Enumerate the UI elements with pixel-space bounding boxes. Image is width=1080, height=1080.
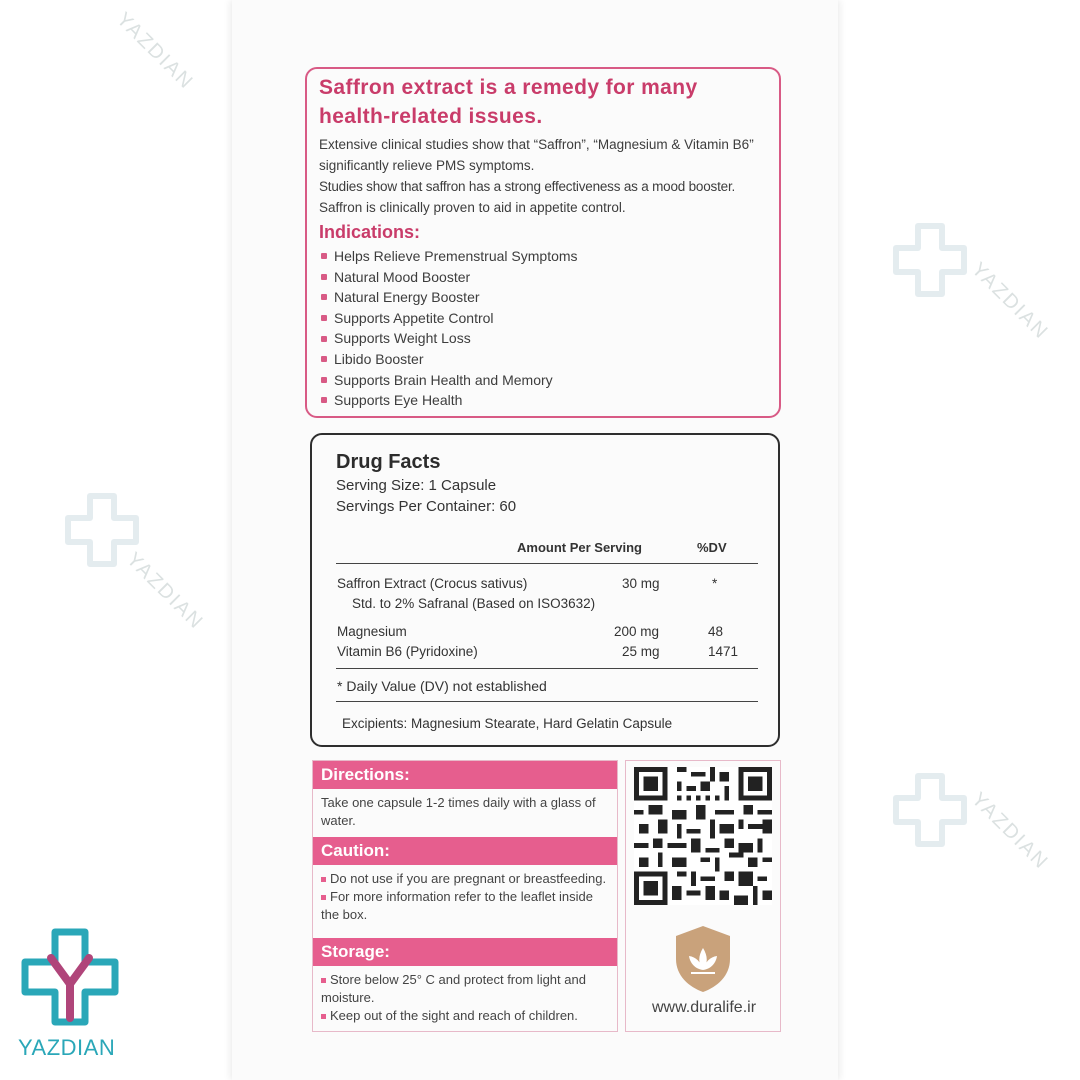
directions-header: Directions: xyxy=(313,761,617,789)
indication-item: Supports Eye Health xyxy=(319,390,767,411)
bullet-icon xyxy=(321,1014,326,1019)
indications-title: Indications: xyxy=(319,222,421,242)
divider xyxy=(336,563,758,564)
dv-header: %DV xyxy=(697,540,727,555)
bullet-icon xyxy=(321,336,327,342)
indication-item: Libido Booster xyxy=(319,349,767,370)
facts-row-dv: 1471 xyxy=(708,644,739,659)
footnote: * Daily Value (DV) not established xyxy=(337,678,547,694)
facts-row-name: Saffron Extract (Crocus sativus) xyxy=(337,576,528,591)
watermark-logo-icon xyxy=(888,768,972,852)
saffron-paragraph: Extensive clinical studies show that “Saffron”, “Magnesium & Vitamin B6” significantly relieve PMS symptoms. xyxy=(319,137,754,173)
indication-item: Supports Weight Loss xyxy=(319,328,767,349)
watermark-text: YAZDIAN xyxy=(967,258,1053,344)
facts-row-amount: 30 mg xyxy=(622,576,660,591)
bullet-icon xyxy=(321,294,327,300)
qr-panel xyxy=(625,760,781,1032)
watermark-text: YAZDIAN xyxy=(122,548,208,634)
bullet-icon xyxy=(321,377,327,383)
servings-per-container: Servings Per Container: 60 xyxy=(336,498,517,515)
caution-item: Do not use if you are pregnant or breastfeeding. xyxy=(321,870,609,888)
yazdian-logo-icon xyxy=(18,928,122,1028)
bullet-icon xyxy=(321,397,327,403)
watermark-text: YAZDIAN xyxy=(112,8,198,94)
storage-header: Storage: xyxy=(313,938,617,966)
facts-row-name: Std. to 2% Safranal (Based on ISO3632) xyxy=(352,596,596,611)
facts-row-dv: 48 xyxy=(708,624,724,639)
storage-text xyxy=(313,966,617,1029)
facts-row-amount: 200 mg xyxy=(614,624,660,639)
saffron-info-box xyxy=(305,67,781,418)
caution-text xyxy=(313,865,617,938)
facts-row-dv: * xyxy=(712,576,718,591)
saffron-description xyxy=(319,134,767,218)
watermark-text: YAZDIAN xyxy=(967,788,1053,874)
divider xyxy=(336,668,758,669)
indications-list xyxy=(319,246,767,411)
bullet-icon xyxy=(321,895,326,900)
indication-item: Natural Mood Booster xyxy=(319,267,767,288)
shield-lotus-icon xyxy=(671,923,735,995)
drug-facts-panel xyxy=(310,433,780,747)
storage-item: Store below 25° C and protect from light and moisture. xyxy=(321,972,586,1005)
excipients: Excipients: Magnesium Stearate, Hard Gelatin Capsule xyxy=(342,716,673,731)
saffron-paragraph: Saffron is clinically proven to aid in appetite control. xyxy=(319,200,626,215)
divider xyxy=(336,701,758,702)
bullet-icon xyxy=(321,978,326,983)
caution-item: For more information refer to the leaflet inside the box. xyxy=(321,889,594,922)
facts-row-name: Vitamin B6 (Pyridoxine) xyxy=(337,644,478,659)
facts-row-amount: 25 mg xyxy=(622,644,660,659)
serving-size: Serving Size: 1 Capsule xyxy=(336,477,497,494)
storage-item: Keep out of the sight and reach of children. xyxy=(321,1007,609,1025)
caution-header: Caution: xyxy=(313,837,617,865)
bullet-icon xyxy=(321,253,327,259)
saffron-title: Saffron extract is a remedy for many health-related issues. xyxy=(319,76,698,128)
watermark-logo-icon xyxy=(60,488,144,572)
yazdian-logo-text: YAZDIAN xyxy=(18,1035,116,1060)
directions-text: Take one capsule 1-2 times daily with a glass of water. xyxy=(321,795,596,828)
website-link[interactable]: www.duralife.ir xyxy=(651,999,757,1016)
bullet-icon xyxy=(321,274,327,280)
drug-facts-title: Drug Facts xyxy=(336,451,441,473)
bullet-icon xyxy=(321,356,327,362)
saffron-paragraph: Studies show that saffron has a strong effectiveness as a mood booster. xyxy=(319,179,736,194)
amount-header: Amount Per Serving xyxy=(517,540,642,555)
qr-code-icon[interactable] xyxy=(634,767,772,905)
indication-item: Natural Energy Booster xyxy=(319,287,767,308)
indication-item: Helps Relieve Premenstrual Symptoms xyxy=(319,246,767,267)
bullet-icon xyxy=(321,315,327,321)
bullet-icon xyxy=(321,877,326,882)
directions-panel xyxy=(312,760,618,1032)
indication-item: Supports Brain Health and Memory xyxy=(319,370,767,391)
facts-row-name: Magnesium xyxy=(337,624,407,639)
indication-item: Supports Appetite Control xyxy=(319,308,767,329)
watermark-logo-icon xyxy=(888,218,972,302)
